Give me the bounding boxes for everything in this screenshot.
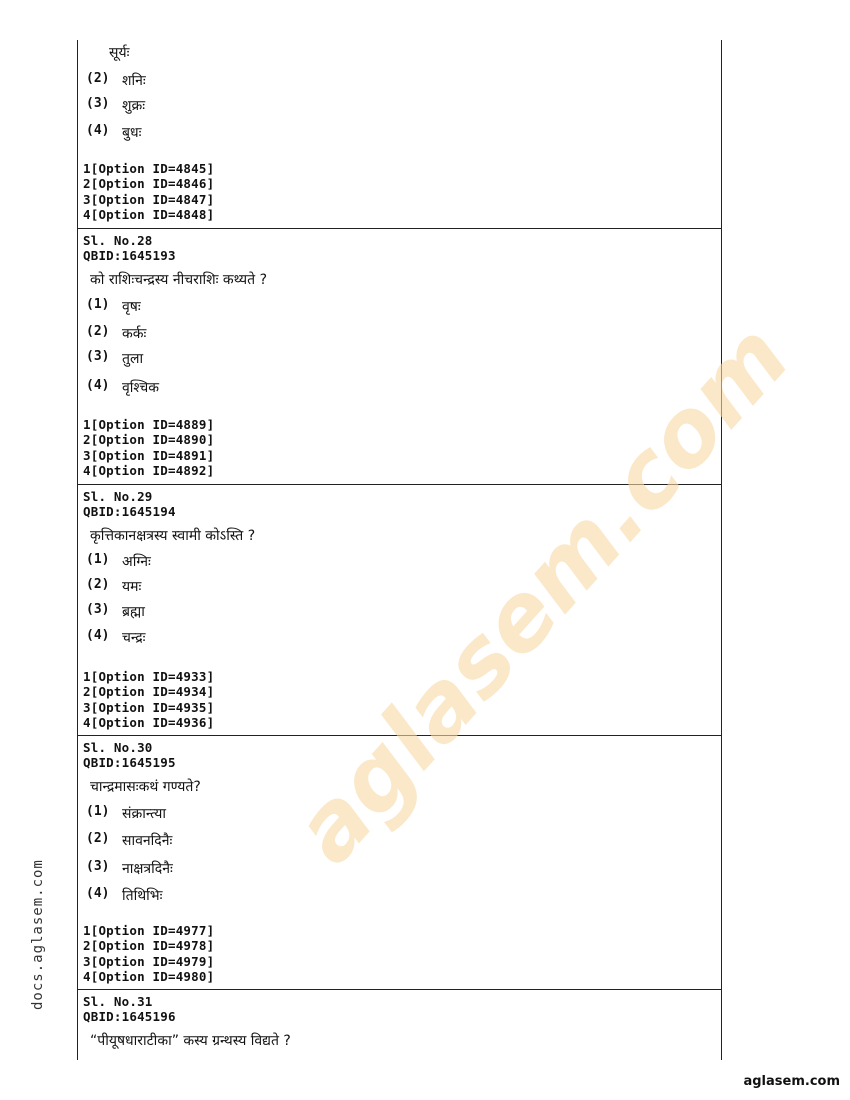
option-text: वृश्चिक [122,380,160,396]
question-bank-id: QBID:1645196 [83,1009,176,1024]
option-row [78,804,721,824]
option-row [78,71,721,91]
option-id: 3[Option ID=4979] [83,953,215,969]
footer-brand-link[interactable]: aglasem.com [743,1074,840,1089]
option-text: तुला [122,351,144,367]
option-row [78,859,721,879]
question-block-27-partial [78,40,721,228]
option-text: ब्रह्मा [122,604,145,620]
option-row [78,378,721,398]
option-number: (4) [86,886,110,901]
option-number: (4) [86,378,110,393]
option-row [78,886,721,906]
question-bank-id: QBID:1645194 [83,504,176,519]
option-number: (2) [86,577,110,592]
option-text: शुक्रः [122,98,146,114]
question-paper-frame [77,40,722,1060]
option-row [78,628,721,648]
option-text: बुधः [122,125,142,141]
option-number: (3) [86,96,110,111]
option-text: नाक्षत्रदिनैः [122,861,173,877]
option-row [78,602,721,622]
side-url-text: docs.aglasem.com [30,859,46,1010]
serial-number: Sl. No.31 [83,994,153,1009]
option-number: (4) [86,628,110,643]
option-id: 2[Option ID=4934] [83,684,215,700]
option-id-list [83,669,214,731]
option-row [78,96,721,116]
option-id: 3[Option ID=4891] [83,447,215,463]
option-id: 2[Option ID=4890] [83,432,215,448]
option-row [78,831,721,851]
option-id-list [83,417,214,479]
option-text: सावनदिनैः [122,833,173,849]
option-text: शनिः [122,73,146,89]
question-bank-id: QBID:1645193 [83,248,176,263]
option-id-list [83,923,214,985]
question-text: को राशिःचन्द्रस्य नीचराशिः कथ्यते ? [90,272,268,288]
option-text: संक्रान्त्या [122,806,166,822]
option-row [78,577,721,597]
question-block-29 [78,485,721,735]
question-bank-id: QBID:1645195 [83,755,176,770]
option-number: (2) [86,71,110,86]
option-text: अग्निः [122,554,151,570]
option-id: 1[Option ID=4845] [83,161,215,176]
serial-number: Sl. No.28 [83,233,153,248]
option-id: 4[Option ID=4892] [83,463,215,479]
option-row [78,324,721,344]
option-id: 2[Option ID=4846] [83,176,215,192]
option-id-list [83,161,214,223]
option-id: 3[Option ID=4935] [83,699,215,715]
question-text: “पीयूषधाराटीका” कस्य ग्रन्थस्य विद्यते ? [90,1033,291,1049]
option-row [78,297,721,317]
option-number: (4) [86,123,110,138]
question-block-30 [78,736,721,989]
option-id: 4[Option ID=4936] [83,715,215,731]
option-number: (3) [86,602,110,617]
option-number: (1) [86,297,110,312]
option-text: चन्द्रः [122,630,146,646]
option-text: कर्कः [122,326,147,342]
question-block-31 [78,990,721,1060]
option-id: 3[Option ID=4847] [83,191,215,207]
option-number: (3) [86,859,110,874]
option-id: 4[Option ID=4980] [83,969,215,985]
option-id: 2[Option ID=4978] [83,938,215,954]
serial-number: Sl. No.30 [83,740,153,755]
option-id: 1[Option ID=4977] [83,923,215,938]
option-number: (1) [86,552,110,567]
option-text: वृषः [122,299,141,315]
option-row [78,552,721,572]
watermark-logo: aglasem.com [273,303,810,884]
option-text: यमः [122,579,142,595]
option-row [78,349,721,369]
option-id: 1[Option ID=4933] [83,669,215,684]
option-number: (2) [86,831,110,846]
question-block-28 [78,229,721,484]
option-id: 1[Option ID=4889] [83,417,215,432]
option-row [78,123,721,143]
option-number: (2) [86,324,110,339]
option-text: तिथिभिः [122,888,163,904]
option-number: (1) [86,804,110,819]
serial-number: Sl. No.29 [83,489,153,504]
question-text: कृत्तिकानक्षत्रस्य स्वामी कोऽस्ति ? [90,528,256,544]
question-text: चान्द्रमासःकथं गण्यते? [90,779,201,795]
option-number: (3) [86,349,110,364]
option-id: 4[Option ID=4848] [83,207,215,223]
option-text: सूर्यः [109,45,130,61]
